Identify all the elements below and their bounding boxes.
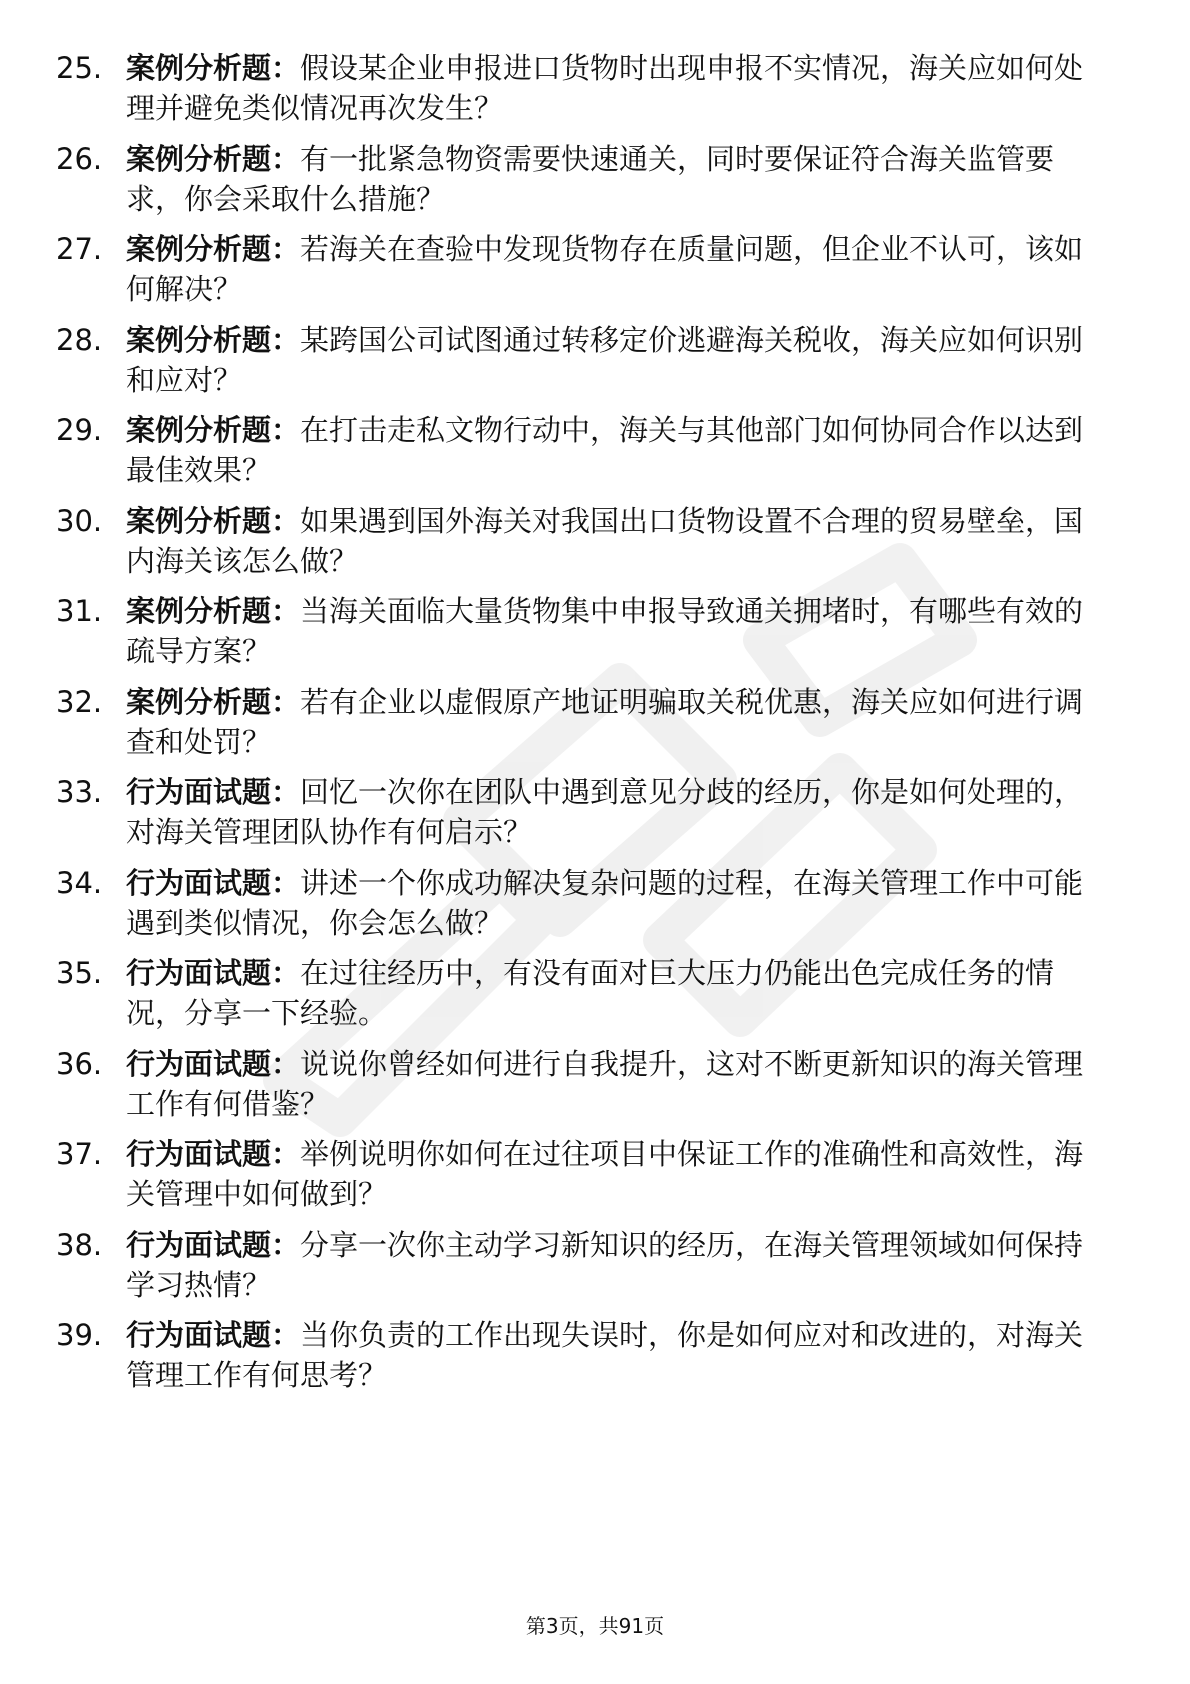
question-number: 25. <box>56 51 103 85</box>
question-body <box>126 953 1104 1033</box>
question-text: 举例说明你如何在过往项目中保证工作的准确性和高效性，海关管理中如何做到？ <box>126 1137 1084 1211</box>
question-number: 39. <box>56 1318 103 1352</box>
question-type-label: 行为面试题： <box>126 775 301 809</box>
question-text: 如果遇到国外海关对我国出口货物设置不合理的贸易壁垒，国内海关该怎么做？ <box>126 503 1084 578</box>
question-item <box>0 139 1190 219</box>
question-type-label: 行为面试题： <box>126 1227 301 1262</box>
question-item <box>0 682 1190 762</box>
question-number: 32. <box>56 684 103 719</box>
question-item <box>0 1225 1190 1305</box>
question-text: 回忆一次你在团队中遇到意见分歧的经历，你是如何处理的，对海关管理团队协作有何启示？ <box>126 775 1084 849</box>
question-text: 若海关在查验中发现货物存在质量问题，但企业不认可，该如何解决？ <box>126 232 1084 306</box>
question-text: 若有企业以虚假原产地证明骗取关税优惠，海关应如何进行调查和处罚？ <box>126 684 1084 759</box>
question-type-label: 行为面试题： <box>126 865 301 900</box>
question-item <box>0 1315 1190 1395</box>
question-body <box>126 139 1104 219</box>
question-item <box>0 320 1190 400</box>
question-body <box>126 1225 1104 1305</box>
question-body <box>126 863 1104 943</box>
question-number: 30. <box>56 503 103 538</box>
question-text: 有一批紧急物资需要快速通关，同时要保证符合海关监管要求，你会采取什么措施？ <box>126 141 1055 216</box>
question-body <box>126 48 1104 128</box>
question-body <box>126 320 1104 400</box>
question-number: 33. <box>56 775 103 809</box>
question-text: 当你负责的工作出现失误时，你是如何应对和改进的，对海关管理工作有何思考？ <box>126 1318 1084 1392</box>
question-body <box>126 501 1104 581</box>
question-type-label: 案例分析题： <box>126 141 301 176</box>
question-item <box>0 953 1190 1033</box>
question-type-label: 案例分析题： <box>126 232 301 266</box>
question-body <box>126 1044 1104 1124</box>
question-text: 讲述一个你成功解决复杂问题的过程，在海关管理工作中可能遇到类似情况，你会怎么做？ <box>126 865 1084 940</box>
question-number: 31. <box>56 594 103 628</box>
question-number: 27. <box>56 232 103 266</box>
question-type-label: 案例分析题： <box>126 51 301 85</box>
question-text: 在打击走私文物行动中，海关与其他部门如何协同合作以达到最佳效果？ <box>126 413 1084 487</box>
question-text: 说说你曾经如何进行自我提升，这对不断更新知识的海关管理工作有何借鉴？ <box>126 1046 1084 1121</box>
question-type-label: 行为面试题： <box>126 1046 301 1081</box>
question-type-label: 行为面试题： <box>126 1318 301 1352</box>
question-number: 28. <box>56 322 103 357</box>
question-type-label: 案例分析题： <box>126 503 301 538</box>
question-body <box>126 772 1104 852</box>
question-body <box>126 1315 1104 1395</box>
question-text: 假设某企业申报进口货物时出现申报不实情况，海关应如何处理并避免类似情况再次发生？ <box>126 51 1084 125</box>
question-type-label: 行为面试题： <box>126 956 301 990</box>
question-body <box>126 410 1104 490</box>
question-text: 在过往经历中，有没有面对巨大压力仍能出色完成任务的情况，分享一下经验。 <box>126 956 1055 1030</box>
question-item <box>0 863 1190 943</box>
question-text: 某跨国公司试图通过转移定价逃避海关税收，海关应如何识别和应对？ <box>126 322 1084 397</box>
question-number: 37. <box>56 1137 103 1171</box>
page-number-footer: 第3页，共91页 <box>525 1614 665 1638</box>
question-type-label: 案例分析题： <box>126 413 301 447</box>
question-item <box>0 229 1190 309</box>
question-type-label: 案例分析题： <box>126 594 301 628</box>
question-type-label: 案例分析题： <box>126 322 301 357</box>
question-body <box>126 229 1104 309</box>
question-number: 35. <box>56 956 103 990</box>
question-item <box>0 591 1190 671</box>
question-number: 36. <box>56 1046 103 1081</box>
question-body <box>126 591 1104 671</box>
question-text: 分享一次你主动学习新知识的经历，在海关管理领域如何保持学习热情？ <box>126 1227 1084 1302</box>
question-item <box>0 1134 1190 1214</box>
question-type-label: 案例分析题： <box>126 684 301 719</box>
question-item <box>0 48 1190 128</box>
question-body <box>126 682 1104 762</box>
question-item <box>0 772 1190 852</box>
question-item <box>0 410 1190 490</box>
question-list <box>0 48 1190 1406</box>
question-number: 29. <box>56 413 103 447</box>
question-body <box>126 1134 1104 1214</box>
question-text: 当海关面临大量货物集中申报导致通关拥堵时，有哪些有效的疏导方案？ <box>126 594 1084 668</box>
question-number: 26. <box>56 141 103 176</box>
question-type-label: 行为面试题： <box>126 1137 301 1171</box>
question-item <box>0 501 1190 581</box>
question-number: 38. <box>56 1227 103 1262</box>
question-item <box>0 1044 1190 1124</box>
question-number: 34. <box>56 865 103 900</box>
